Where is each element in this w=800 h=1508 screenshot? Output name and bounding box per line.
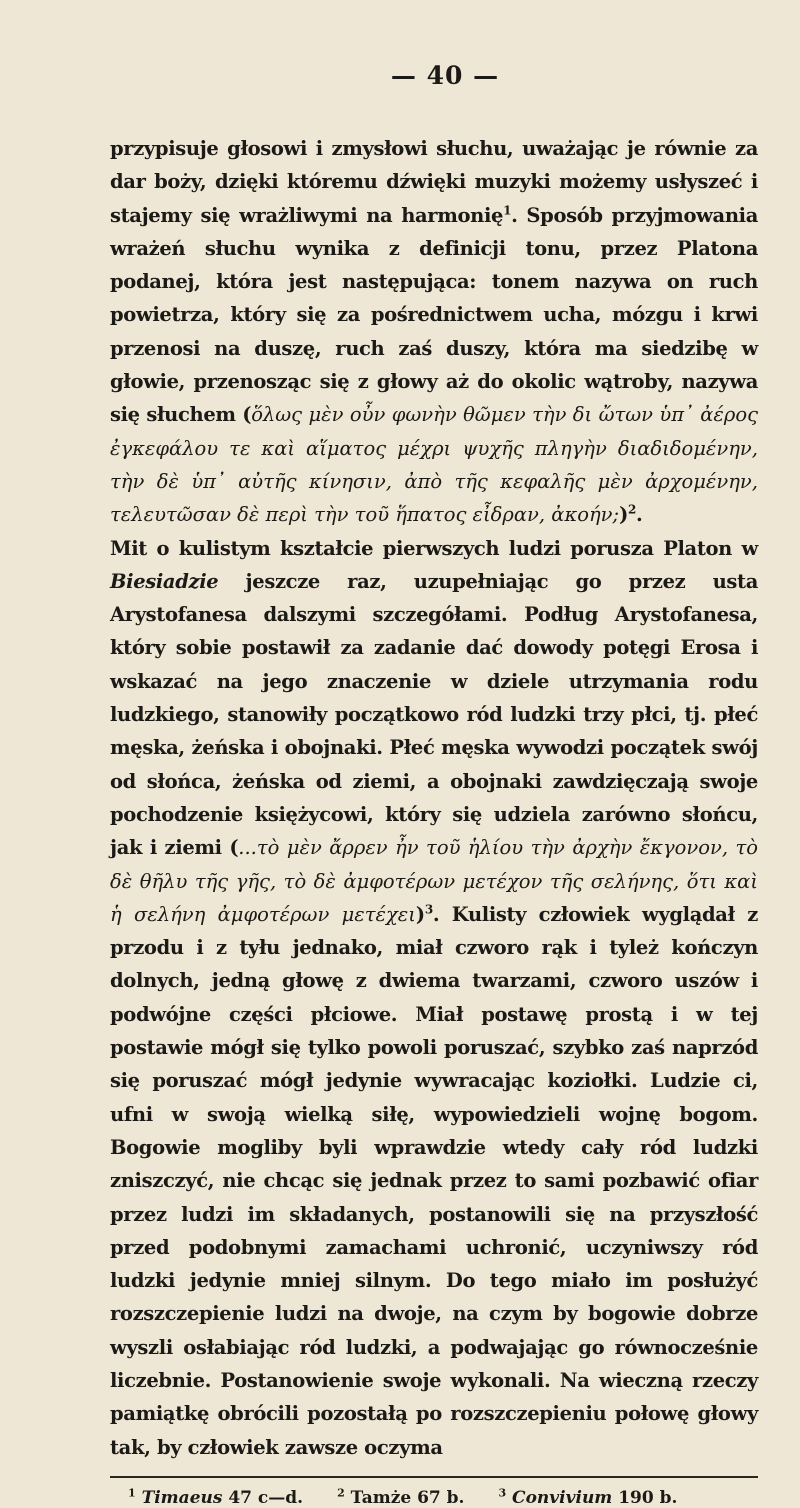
footnote-ref-2: 2 — [628, 502, 636, 517]
body-text — [110, 132, 758, 1464]
footnotes — [110, 1488, 758, 1508]
greek-quote-2: ...τὸ μὲν ἄρρεν ἦν τοῦ ἡλίου τὴν ἀρχὴν ἔκγονον, τὸ δὲ θῆλυ τῆς γῆς, τὸ δὲ ἀμφοτέρων μετέχον τῆς σελήνης, ὅτι καὶ ἡ σελήνη ἀμφοτέρων μετέχει — [110, 836, 758, 926]
footnote-divider — [110, 1476, 758, 1478]
paragraph-1: przypisuje głosowi i zmysłowi słuchu, uważając je równie za dar boży, dzięki któremu dźwięki muzyki możemy usłyszeć i stajemy się wrażliwymi na harmonię$^1$. Sposób przyjmowania wrażeń słuchu wynika z definicji tonu, przez Platona podanej, która jest następująca: tonem nazywa on ruch powietrza, który się za pośrednictwem ucha, mózgu i krwi przenosi na duszę, ruch zaś duszy, która ma siedzibę w głowie, przenosząc się z głowy aż do okolic wątroby, nazywa się słuchem (ὅλως μὲν οὖν φωνὴν θῶμεν τὴν δι ὤτων ὑπ᾽ ἀέρος ἐγκεφάλου τε καὶ αἵματος μέχρι ψυχῆς πληγὴν διαδιδομένην, τὴν δὲ ὑπ᾽ αὐτῆς κίνησιν, ἀπὸ τῆς κεφαλῆς μὲν ἀρχομένην, τελευτῶσαν δὲ περὶ τὴν τοῦ ἥπατος εἶδραν, ἀκοήν;)$^2$. — [110, 137, 758, 527]
greek-quote-1: ὅλως μὲν οὖν φωνὴν θῶμεν τὴν δι ὤτων ὑπ᾽ ἀέρος ἐγκεφάλου τε καὶ αἵματος μέχρι ψυχῆς πληγὴν διαδιδομένην, τὴν δὲ ὑπ᾽ αὐτῆς κίνησιν, ἀπὸ τῆς κεφαλῆς μὲν ἀρχομένην, τελευτῶσαν δὲ περὶ τὴν τοῦ ἥπατος εἶδραν, ἀκοήν; — [110, 403, 758, 527]
footnote-ref-1: 1 — [503, 203, 512, 218]
paragraph-2: Mit o kulistym kształcie pierwszych ludzi porusza Platon w Biesiadzie jeszcze raz, uzupełniając go przez usta Arystofanesa dalszymi szczegółami. Podług Arystofanesa, który sobie postawił za zadanie dać dowody potęgi Erosa i wskazać na jego znaczenie w dziele utrzymania rodu ludzkiego, stanowiły początkowo ród ludzki trzy płci, tj. płeć męska, żeńska i obojnaki. Płeć męska wywodzi początek swój od słońca, żeńska od ziemi, a obojnaki zawdzięczają swoje pochodzenie księżycowi, który się udziela zarówno słońcu, jak i ziemi (...τὸ μὲν ἄρρεν ἦν τοῦ ἡλίου τὴν ἀρχὴν ἔκγονον, τὸ δὲ θῆλυ τῆς γῆς, τὸ δὲ ἀμφοτέρων μετέχον τῆς σελήνης, ὅτι καὶ ἡ σελήνη ἀμφοτέρων μετέχει)$^3$. Kulisty człowiek wyglądał z przodu i z tyłu jednako, miał czworo rąk i tyleż kończyn dolnych, jedną głowę z dwiema twarzami, czworo uszów i podwójne części płciowe. Miał postawę prostą i w tej postawie mógł się tylko powoli poruszać, szybko zaś naprzód się poruszać mógł jedynie wywracając koziołki. Ludzie ci, ufni w swoją wielką siłę, wypowiedzieli wojnę bogom. Bogowie mogliby byli wprawdzie wtedy cały ród ludzki zniszczyć, nie chcąc się jednak przez to sami pozbawić ofiar przez ludzi im składanych, postanowili się na przyszłość przed podobnymi zamachami uchronić, uczyniwszy ród ludzki jedynie mniej silnym. Do tego miało im posłużyć rozszczepienie ludzi na dwoje, na czym by bogowie dobrze wyszli osłabiając ród ludzki, a podwajając go równocześnie liczebnie. Postanowienie swoje wykonali. Na wieczną rzeczy pamiątkę obrócili pozostałą po rozszczepieniu połowę głowy tak, by człowiek zawsze oczyma — [110, 536, 758, 1459]
page-number: — 40 — — [390, 61, 500, 90]
footnote-ref-3: 3 — [424, 902, 433, 917]
footnote-3: $^3$ Convivium 190 b. — [498, 1486, 678, 1508]
work-title-biesiada: Biesiadzie — [110, 569, 219, 593]
footnote-2: $^2$ Tamże 67 b. — [337, 1486, 465, 1508]
footnote-1: $^1$ Timaeus 47 c—d. — [128, 1486, 304, 1508]
